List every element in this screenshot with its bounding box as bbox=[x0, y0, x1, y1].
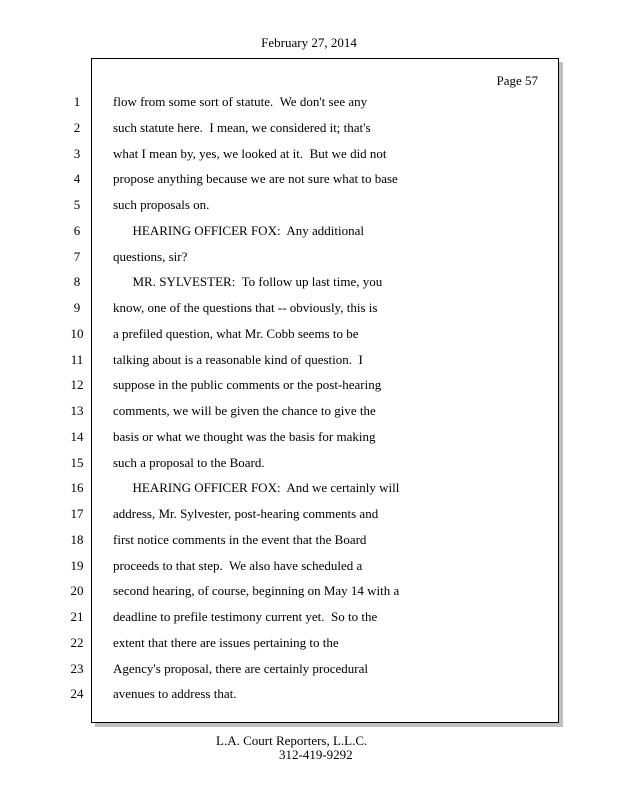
line-text: first notice comments in the event that the Board bbox=[113, 531, 367, 547]
line-text: avenues to address that. bbox=[113, 686, 237, 702]
line-number: 4 bbox=[73, 171, 81, 187]
line-number: 1 bbox=[73, 94, 81, 109]
line-number: 14 bbox=[70, 428, 84, 444]
line-text: such statute here. I mean, we considered it; that's bbox=[113, 119, 371, 135]
line-text: Agency's proposal, there are certainly procedural bbox=[113, 660, 369, 676]
transcript-line bbox=[0, 326, 618, 346]
line-text: flow from some sort of statute. We don't see any bbox=[113, 94, 368, 109]
line-text: know, one of the questions that -- obviously, this is bbox=[113, 300, 378, 315]
line-number: 3 bbox=[73, 145, 81, 161]
line-text: second hearing, of course, beginning on May 14 with a bbox=[113, 583, 400, 599]
footer-company: L.A. Court Reporters, L.L.C. bbox=[216, 733, 368, 748]
transcript-line bbox=[0, 171, 618, 191]
transcript-line bbox=[0, 455, 618, 475]
line-text: HEARING OFFICER FOX: And we certainly will bbox=[113, 480, 400, 496]
line-text: comments, we will be given the chance to give the bbox=[113, 403, 376, 418]
transcript-line bbox=[0, 635, 618, 655]
line-text: HEARING OFFICER FOX: Any additional bbox=[113, 222, 364, 238]
line-text: suppose in the public comments or the post-hearing bbox=[113, 377, 382, 393]
transcript-line bbox=[0, 558, 618, 578]
transcript-line bbox=[0, 506, 618, 526]
line-number: 20 bbox=[70, 583, 84, 599]
line-number: 5 bbox=[73, 197, 81, 212]
line-number: 15 bbox=[70, 454, 84, 470]
transcript-line bbox=[0, 274, 618, 294]
transcript-line bbox=[0, 377, 618, 397]
line-text: proceeds to that step. We also have scheduled a bbox=[113, 557, 363, 573]
transcript-line bbox=[0, 300, 618, 320]
transcript-line bbox=[0, 249, 618, 269]
line-text: extent that there are issues pertaining to the bbox=[113, 634, 339, 650]
line-number: 18 bbox=[70, 531, 84, 547]
transcript-line bbox=[0, 686, 618, 706]
line-text: deadline to prefile testimony current yet. So to the bbox=[113, 609, 378, 624]
transcript-line bbox=[0, 146, 618, 166]
line-number: 8 bbox=[73, 274, 81, 290]
line-number: 21 bbox=[70, 609, 84, 624]
line-number: 7 bbox=[73, 248, 81, 264]
line-text: propose anything because we are not sure what to base bbox=[113, 171, 398, 187]
line-text: a prefiled question, what Mr. Cobb seems to be bbox=[113, 325, 359, 341]
line-number: 11 bbox=[70, 351, 84, 367]
line-number: 16 bbox=[70, 480, 84, 496]
line-number: 9 bbox=[73, 300, 81, 315]
line-text: basis or what we thought was the basis for making bbox=[113, 428, 376, 444]
line-text: MR. SYLVESTER: To follow up last time, you bbox=[113, 274, 383, 290]
line-number: 19 bbox=[70, 557, 84, 573]
line-text: address, Mr. Sylvester, post-hearing comments and bbox=[113, 506, 379, 521]
header-date: February 27, 2014 bbox=[261, 35, 357, 50]
page-number: Page 57 bbox=[496, 73, 538, 88]
line-text: such a proposal to the Board. bbox=[113, 454, 265, 470]
transcript-line bbox=[0, 532, 618, 552]
transcript-line bbox=[0, 429, 618, 449]
transcript-line bbox=[0, 403, 618, 423]
line-number: 17 bbox=[70, 506, 84, 521]
transcript-line bbox=[0, 197, 618, 217]
transcript-line bbox=[0, 120, 618, 140]
line-number: 22 bbox=[70, 634, 84, 650]
transcript-line bbox=[0, 480, 618, 500]
transcript-line bbox=[0, 583, 618, 603]
line-number: 2 bbox=[73, 119, 81, 135]
line-text: such proposals on. bbox=[113, 197, 210, 212]
line-number: 12 bbox=[70, 377, 84, 393]
transcript-line bbox=[0, 661, 618, 681]
line-number: 13 bbox=[70, 403, 84, 418]
line-number: 10 bbox=[70, 325, 84, 341]
transcript-line bbox=[0, 352, 618, 372]
line-text: talking about is a reasonable kind of question. I bbox=[113, 351, 363, 367]
footer-phone: 312-419-9292 bbox=[279, 747, 353, 762]
line-number: 23 bbox=[70, 660, 84, 676]
line-text: questions, sir? bbox=[113, 248, 188, 264]
transcript-line bbox=[0, 609, 618, 629]
line-number: 6 bbox=[73, 222, 81, 238]
transcript-line bbox=[0, 223, 618, 243]
line-text: what I mean by, yes, we looked at it. But we did not bbox=[113, 145, 387, 161]
line-number: 24 bbox=[70, 686, 84, 702]
transcript-line bbox=[0, 94, 618, 114]
